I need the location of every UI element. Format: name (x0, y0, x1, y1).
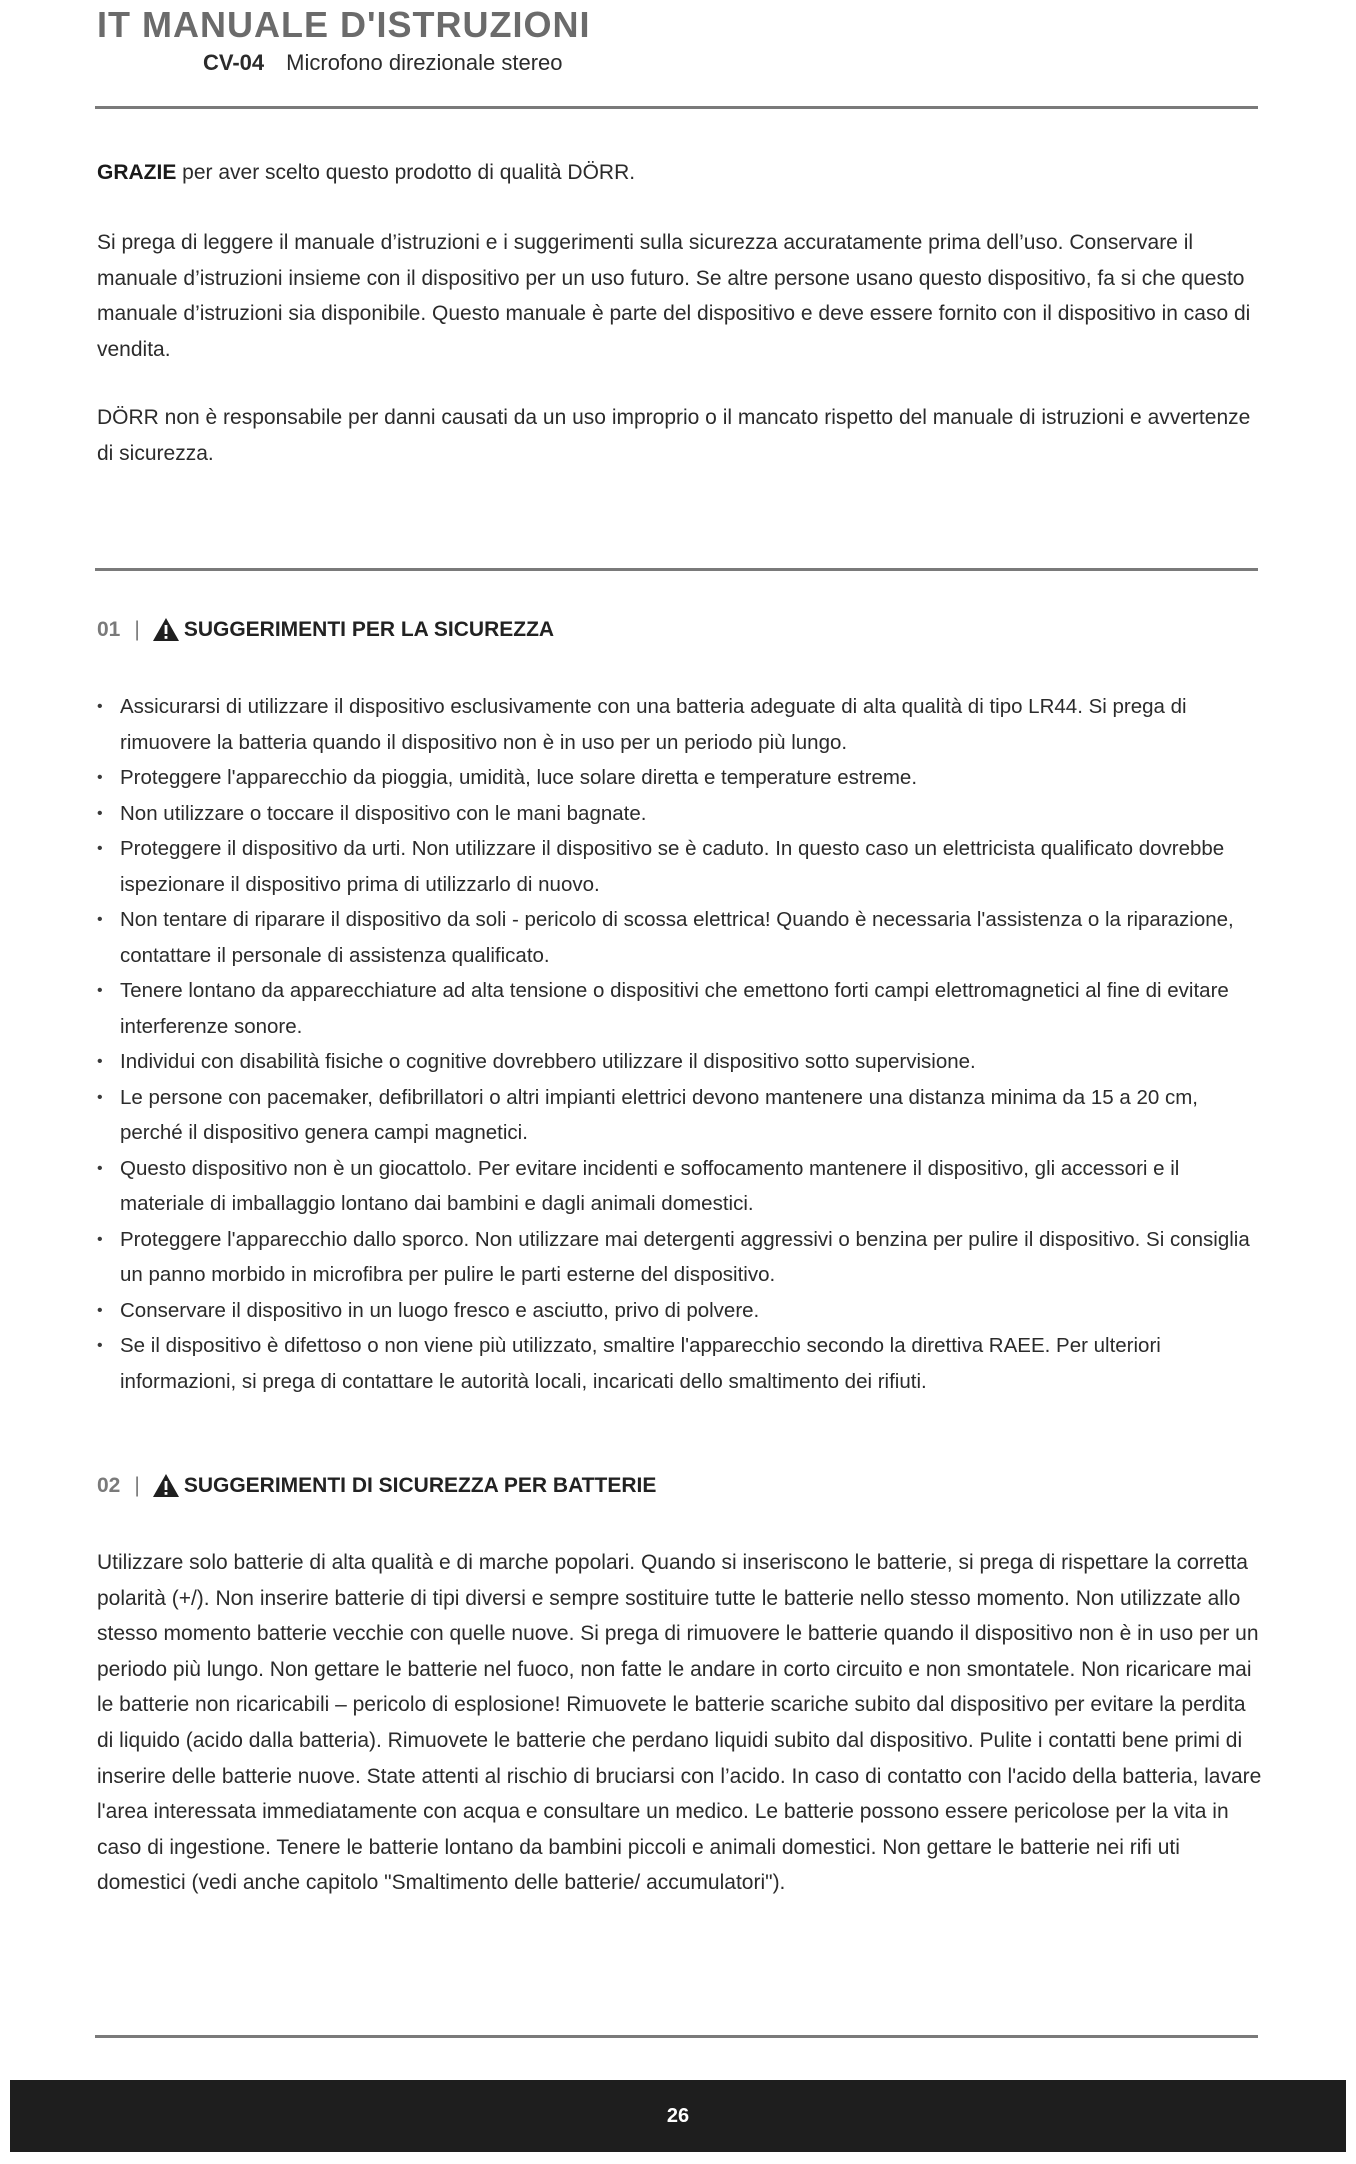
model-code: CV-04 (203, 50, 265, 75)
list-item: • Questo dispositivo non è un giocattolo. Per evitare incidenti e soffocamento mantenere il dispositivo, gli accessori e il materiale di imballaggio lontano dai bambini e dagli animali domestici. (97, 1151, 1265, 1222)
battery-paragraph: Utilizzare solo batterie di alta qualità e di marche popolari. Quando si inseriscono le batterie, si prega di rispettare la corretta polarità (+/). Non inserire batterie di tipi diversi e sempre sostituire tutte le batterie nello stesso momento. Non utilizzate allo stesso momento batterie vecchie con quelle nuove. Si prega di rimuovere le batterie quando il dispositivo non è in uso per un periodo più lungo. Non gettare le batterie nel fuoco, non fatte le andare in corto circuito e non smontatele. Non ricaricare mai le batterie non ricaricabili – pericolo di esplosione! Rimuovete le batterie scariche subito dal dispositivo per evitare la perdita di liquido (acido dalla batteria). Rimuovete le batterie che perdano liquidi subito dal dispositivo. Pulite i contatti bene primi di inserire delle batterie nuove. State attenti al rischio di bruciarsi con l’acido. In caso di contatto con l'acido della batteria, lavare l'area interessata immediatamente con acqua e consultare un medico. Le batterie possono essere pericolose per la vita in caso di ingestione. Tenere le batterie lontano da bambini piccoli e animali domestici. Non gettare le batterie nei rifi uti domestici (vedi anche capitolo "Smaltimento delle batterie/ accumulatori"). (97, 1551, 1262, 1895)
list-item: • Proteggere il dispositivo da urti. Non utilizzare il dispositivo se è caduto. In questo caso un elettricista qualificato dovrebbe ispezionare il dispositivo prima di utilizzarlo di nuovo. (97, 831, 1265, 902)
list-item: • Individui con disabilità fisiche o cognitive dovrebbero utilizzare il dispositivo sotto supervisione. (97, 1044, 1265, 1080)
footer-divider (95, 2035, 1258, 2038)
section-1-separator: | (134, 617, 140, 641)
intro-paragraph-2: DÖRR non è responsabile per danni causati da un uso improprio o il mancato rispetto del manuale di istruzioni e avvertenze di sicurezza. (97, 406, 1251, 465)
section-2-number: 02 (97, 1473, 121, 1497)
list-item: • Tenere lontano da apparecchiature ad alta tensione o dispositivi che emettono forti campi elettromagnetici al fine di evitare interferenze sonore. (97, 973, 1265, 1044)
manual-subtitle (203, 50, 563, 76)
intro-paragraph-1: Si prega di leggere il manuale d’istruzioni e i suggerimenti sulla sicurezza accuratamente prima dell’uso. Conservare il manuale d’istruzioni insieme con il dispositivo per un uso futuro. Se altre persone usano questo dispositivo, fa si che questo manuale d’istruzioni sia disponibile. Questo manuale è parte del dispositivo e deve essere fornito con il dispositivo in caso di vendita. (97, 231, 1251, 361)
list-item: • Non tentare di riparare il dispositivo da soli - pericolo di scossa elettrica! Quando è necessaria l'assistenza o la riparazione, contattare il personale di assistenza qualificato. (97, 902, 1265, 973)
list-item: • Se il dispositivo è difettoso o non viene più utilizzato, smaltire l'apparecchio secondo la direttiva RAEE. Per ulteriori informazioni, si prega di contattare le autorità locali, incaricati dello smaltimento dei rifiuti. (97, 1328, 1265, 1399)
section-1-number: 01 (97, 617, 121, 641)
list-item: • Assicurarsi di utilizzare il dispositivo esclusivamente con una batteria adeguate di alta qualità di tipo LR44. Si prega di rimuovere la batteria quando il dispositivo non è in uso per un periodo più lungo. (97, 689, 1265, 760)
thanks-line (97, 155, 1262, 191)
section-divider (95, 568, 1258, 571)
list-item: • Proteggere l'apparecchio da pioggia, umidità, luce solare diretta e temperature estreme. (97, 760, 1265, 796)
section-2-separator: | (134, 1473, 140, 1497)
warning-triangle-icon (152, 1473, 180, 1498)
list-item: • Non utilizzare o toccare il dispositivo con le mani bagnate. (97, 796, 1265, 832)
list-item: • Le persone con pacemaker, defibrillatori o altri impianti elettrici devono mantenere una distanza minima da 15 a 20 cm, perché il dispositivo genera campi magnetici. (97, 1080, 1265, 1151)
footer-bar (10, 2080, 1346, 2152)
section-1-heading (97, 617, 554, 642)
warning-triangle-icon (152, 617, 180, 642)
thanks-rest: per aver scelto questo prodotto di qualità DÖRR. (176, 161, 636, 184)
manual-title: IT MANUALE D'ISTRUZIONI (97, 4, 591, 45)
section-1-title: SUGGERIMENTI PER LA SICUREZZA (183, 617, 555, 641)
safety-list (97, 689, 1265, 1399)
page-number: 26 (666, 2104, 690, 2127)
list-item: • Conservare il dispositivo in un luogo fresco e asciutto, privo di polvere. (97, 1293, 1265, 1329)
header-divider (95, 106, 1258, 109)
thanks-bold: GRAZIE (97, 161, 177, 184)
section-2-title: SUGGERIMENTI DI SICUREZZA PER BATTERIE (183, 1473, 657, 1497)
product-name: Microfono direzionale stereo (286, 50, 563, 75)
section-2-heading (97, 1473, 656, 1498)
list-item: • Proteggere l'apparecchio dallo sporco. Non utilizzare mai detergenti aggressivi o benzina per pulire il dispositivo. Si consiglia un panno morbido in microfibra per pulire le parti esterne del dispositivo. (97, 1222, 1265, 1293)
